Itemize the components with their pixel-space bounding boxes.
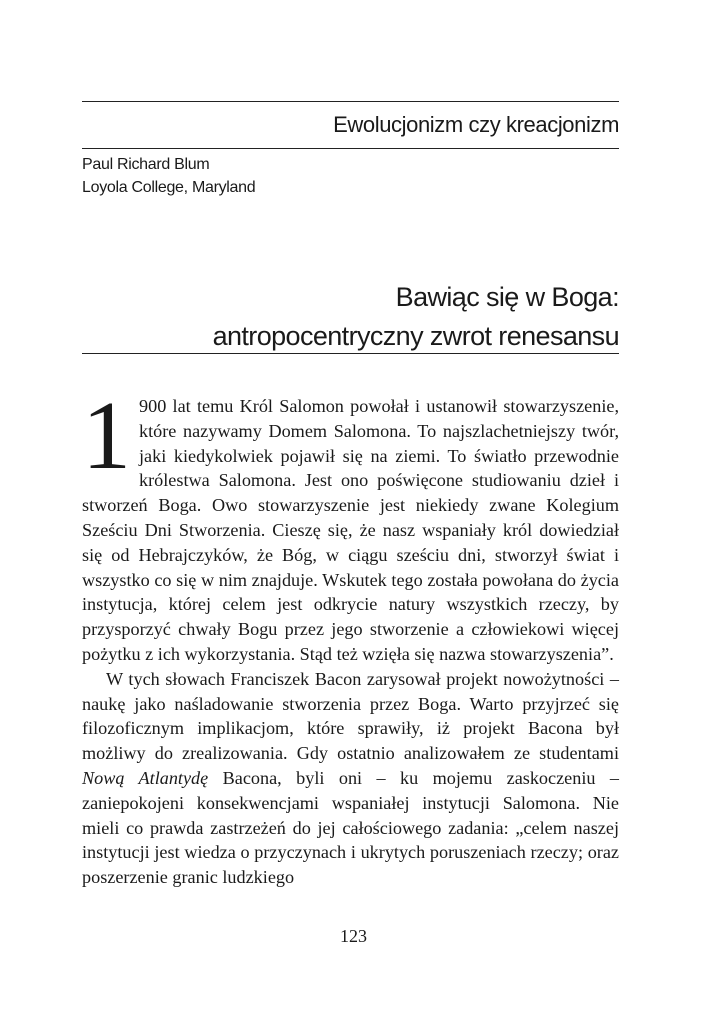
article-title-line-2: antropocentryczny zwrot renesansu	[212, 321, 619, 351]
paragraph-1-text: 900 lat temu Król Salomon powołał i ustanowił stowarzyszenie, które nazywamy Domem Salomona. To najszlachetniejszy twór, jaki kiedykolwiek pojawił się na ziemi. To światło przewodnie królestwa Salomona. Jest ono poświęcone studiowaniu dzieł i stworzeń Boga. Owo stowarzyszenie jest niekiedy zwane Kolegium Sześciu Dni Stworzenia. Cieszę się, że nasz wspaniały król dowiedział się od Hebrajczyków, że Bóg, w ciągu sześciu dni, stworzył świat i wszystko co się w nim znajduje. Wskutek tego została powołana do życia instytucja, której celem jest odkrycie natury wszystkich rzeczy, by przysporzyć chwały Bogu przez jego stworzenie a człowiekowi więcej pożytku z ich wykorzystania. Stąd też wzięła się nazwa stowarzyszenia”.	[82, 396, 619, 664]
page-number: 123	[340, 926, 367, 946]
article-body	[82, 382, 619, 890]
author-name: Paul Richard Blum	[82, 156, 210, 173]
paragraph-1	[82, 382, 619, 667]
title-underline-rule	[82, 353, 619, 354]
header-top-rule	[82, 101, 619, 102]
author-affiliation: Loyola College, Maryland	[82, 179, 256, 196]
paragraph-2-text-a: W tych słowach Franciszek Bacon zarysował projekt nowożytności – naukę jako naśladowanie stworzenia przez Boga. Warto przyjrzeć się filozoficznym implikacjom, które sprawiły, iż projekt Bacona był możliwy do zrealizowania. Gdy ostatnio analizowałem ze studentami	[82, 668, 619, 764]
book-title-italic: Nową Atlantydę	[82, 767, 209, 788]
article-title-line-1: Bawiąc się w Boga:	[395, 282, 619, 312]
paragraph-2	[82, 667, 619, 890]
paragraph-2-text-b: Bacona, byli oni – ku mojemu zaskoczeniu – zaniepokojeni konsekwencjami wspaniałej instytucji Salomona. Nie mieli co prawda zastrzeżeń do jej całościowego zadania: „celem naszej instytucji jest wiedza o przyczynach i ukrytych poruszeniach rzeczy; oraz poszerzenie granic ludzkiego	[82, 767, 619, 888]
running-header-title: Ewolucjonizm czy kreacjonizm	[333, 112, 619, 137]
header-bottom-rule	[82, 148, 619, 149]
drop-cap: 1	[82, 382, 131, 490]
